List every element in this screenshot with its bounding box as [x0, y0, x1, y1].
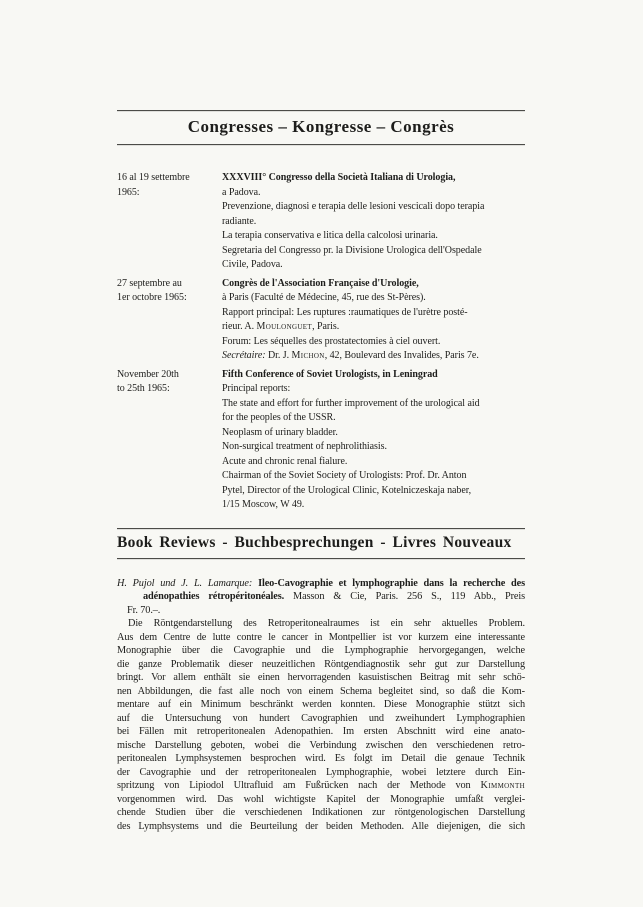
text-segment: 27 septembre au [117, 277, 182, 289]
text-line [222, 411, 525, 426]
book-citation [117, 577, 525, 618]
text-segment: rieur. A. [222, 321, 257, 332]
text-line [117, 644, 525, 658]
book-reviews-section-title: Book Reviews - Buchbesprechungen - Livres Nouveaux [117, 533, 512, 551]
text-line [222, 368, 525, 383]
congress-entry-details [222, 368, 525, 513]
date-line [117, 277, 222, 292]
text-segment: Congrès de l'Association Française d'Urologie, [222, 277, 419, 289]
text-line [222, 215, 525, 230]
text-segment: XXXVIII° Congresso della Società Italiana di Urologia, [222, 172, 456, 183]
text-line [117, 752, 525, 766]
text-segment: , Paris. [312, 321, 340, 332]
text-line [222, 258, 525, 273]
text-line [117, 631, 525, 645]
text-line [222, 171, 525, 186]
text-segment: H. Pujol und J. L. Lamarque: [117, 577, 259, 589]
congresses-section-title: Congresses – Kongresse – Congrès [187, 117, 455, 136]
text-line [222, 484, 525, 499]
text-line [117, 820, 525, 834]
divider-rule [117, 558, 525, 559]
text-line [222, 229, 525, 244]
congress-entry [117, 368, 525, 513]
text-segment: to 25th 1965: [117, 383, 170, 394]
text-segment: Segretaria del Congresso pr. la Divisione Urologica dell'Ospedale [222, 244, 482, 256]
text-segment: Non-surgical treatment of nephrolithiasis. [222, 441, 387, 452]
text-segment: bringt. Vor allem enthält sie einen hervorragenden kasuistischen Beitrag mit sehr schö- [117, 672, 525, 683]
text-segment: vorgenommen wird. Das wohl wichtigste Kapitel der Monographie umfaßt verglei- [117, 793, 525, 805]
congress-entry-dates [117, 368, 222, 513]
text-line [117, 793, 525, 807]
text-line [117, 766, 525, 780]
text-segment: , 42, Boulevard des Invalides, Paris 7e. [324, 350, 479, 361]
text-segment: die ganze Problematik dieser neuzeitlichen Röntgendiagnostik sehr gut zur Darstellung [117, 658, 525, 670]
text-line [222, 440, 525, 455]
text-line [222, 397, 525, 412]
date-line [117, 291, 222, 306]
text-line [222, 306, 525, 321]
text-line [222, 186, 525, 201]
text-segment: for the peoples of the USSR. [222, 412, 336, 423]
text-segment: adénopathies rétropéritonéales. [143, 591, 294, 602]
text-segment: Secrétaire: [222, 350, 266, 361]
text-line [117, 725, 525, 739]
text-segment: Fifth Conference of Soviet Urologists, in Leningrad [222, 368, 438, 380]
text-segment: Neoplasm of urinary bladder. [222, 426, 338, 438]
text-segment: peritonealen Lymphsystemen besprochen wird. Es folgt im Detail die genaue Technik [117, 753, 525, 764]
text-segment: 1965: [117, 186, 140, 198]
congress-entries-list [117, 171, 525, 513]
text-segment: 16 al 19 settembre [117, 172, 190, 183]
text-segment: November 20th [117, 368, 179, 380]
text-line [222, 498, 525, 513]
text-segment: Fr. 70.–. [127, 604, 161, 616]
text-segment: Rapport principal: Les ruptures :raumatiques de l'urètre posté- [222, 306, 468, 318]
text-segment: 1er octobre 1965: [117, 292, 187, 303]
text-segment: des Lymphsystems und die Beurteilung der beiden Methoden. Alle diejenigen, die sich [117, 820, 525, 832]
text-line [117, 671, 525, 685]
text-line [222, 426, 525, 441]
text-line [117, 779, 525, 793]
text-line [222, 349, 525, 364]
text-line [117, 698, 525, 712]
text-line [222, 455, 525, 470]
text-line [117, 617, 525, 631]
text-segment: der Cavographie und der retroperitonealen Lymphographie, wobei letztere durch Ein- [117, 766, 525, 778]
text-line [222, 320, 525, 335]
congresses-section [117, 110, 525, 513]
text-segment: à Paris (Faculté de Médecine, 45, rue des St-Pères). [222, 292, 426, 303]
congress-entry [117, 277, 525, 364]
text-segment: spritzung von Lipiodol Ultrafluid am Fußrücken nach der Methode von [117, 780, 481, 791]
text-segment: Die Röntgendarstellung des Retroperitonealraumes ist ein sehr aktuelles Problem. [128, 618, 525, 629]
divider-rule [117, 144, 525, 145]
text-line [117, 712, 525, 726]
text-segment: a Padova. [222, 186, 261, 198]
date-line [117, 171, 222, 186]
text-segment: mentare auf ein Minimum beschränkt werden konnten. Diese Monographie stützt sich [117, 699, 525, 710]
text-segment: mische Darstellung geboten, wobei die Verbindung zwischen den verschiedenen retro- [117, 739, 525, 751]
congress-entry-dates [117, 277, 222, 364]
text-segment: Chairman of the Soviet Society of Urologists: Prof. Dr. Anton [222, 470, 467, 481]
date-line [117, 186, 222, 201]
text-line [222, 291, 525, 306]
text-segment: Dr. J. [265, 350, 292, 361]
text-segment: Aus dem Centre de lutte contre le cancer in Montpellier ist vor kurzem eine interessante [117, 631, 525, 643]
text-segment: La terapia conservativa e litica della calcolosi urinaria. [222, 230, 438, 241]
text-segment: Civile, Padova. [222, 259, 283, 270]
text-line [117, 806, 525, 820]
text-segment: Monographie über die Cavographie und die Lymphographie hervorgegangen, welche [117, 645, 525, 656]
text-segment: Pytel, Director of the Urological Clinic, Kotelniczeskaja naber, [222, 484, 472, 496]
book-reviews-section [117, 528, 525, 834]
text-line [222, 469, 525, 484]
text-line [222, 200, 525, 215]
congress-entry-details [222, 277, 525, 364]
text-line [117, 658, 525, 672]
text-segment: Moulonguet [256, 321, 313, 332]
text-segment: bei Fällen mit retroperitonealen Adenopathien. Im ersten Abschnitt wird eine anato- [117, 726, 525, 737]
text-line [222, 335, 525, 350]
text-segment: Forum: Les séquelles des prostatectomies à ciel ouvert. [222, 335, 441, 347]
text-line [117, 739, 525, 753]
congress-entry-details [222, 171, 525, 273]
text-segment: Principal reports: [222, 383, 291, 394]
text-segment: Ileo-Cavographie et lymphographie dans la recherche des [258, 577, 525, 589]
text-segment: nen Abbildungen, die fast alle noch von einem Schema begleitet sind, so daß die Kom- [117, 685, 525, 697]
text-segment: 1/15 Moscow, W 49. [222, 499, 305, 510]
date-line [117, 368, 222, 383]
text-line [222, 277, 525, 292]
text-line [117, 685, 525, 699]
congress-entry [117, 171, 525, 273]
text-segment: Masson & Cie, Paris. 256 S., 119 Abb., Preis [293, 591, 525, 602]
text-line [117, 590, 525, 604]
text-segment: Prevenzione, diagnosi e terapia delle lesioni vescicali dopo terapia [222, 201, 485, 212]
congress-entry-dates [117, 171, 222, 273]
review-body-text [117, 617, 525, 833]
text-line [117, 604, 525, 618]
text-line [117, 577, 525, 591]
text-line [222, 244, 525, 259]
text-segment: radiante. [222, 215, 257, 227]
text-line [222, 382, 525, 397]
text-segment: Acute and chronic renal fialure. [222, 455, 348, 467]
text-segment: chende Studien über die verschiedenen Indikationen zur röntgenologischen Darstellung [117, 807, 525, 818]
text-segment: Michon [291, 350, 325, 361]
text-segment: auf die Untersuchung von hundert Cavographien und zweihundert Lymphographien [117, 712, 525, 724]
text-segment: The state and effort for further improvement of the urological aid [222, 397, 480, 409]
text-segment: Kimmonth [480, 780, 525, 791]
date-line [117, 382, 222, 397]
